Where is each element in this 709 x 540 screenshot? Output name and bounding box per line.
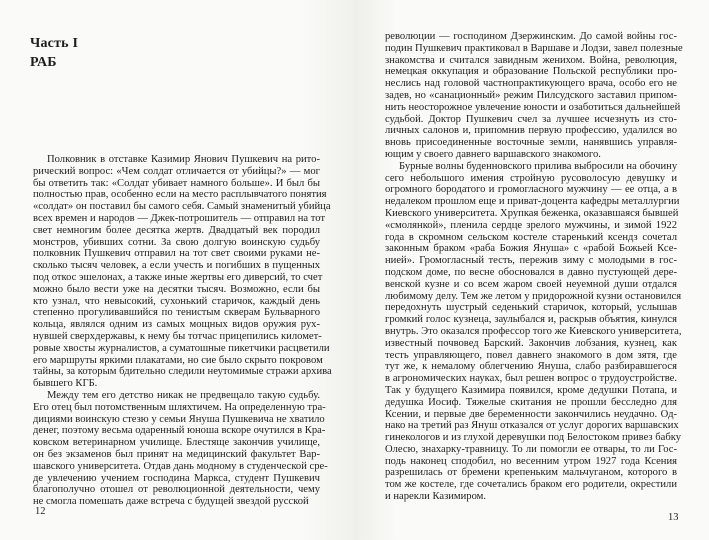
text-line: громкий голос кузнеца, заулыбался и, раскрыв объятия, кинулся [385, 314, 677, 326]
text-line: личных салонов и, припомнив первую профессию, удалился во [385, 125, 677, 137]
page-number-right: 13 [668, 512, 679, 523]
text-line: известный почвовед Барский. Закончив лобзания, кузнец, как [385, 337, 677, 349]
text-line: полностью прав, особенно если на место расплывчатого понятия [33, 189, 327, 201]
text-line: Ксении, и первые две беременности закончились неудачно. Од- [385, 408, 677, 420]
text-line: благополучно отошел от революционной деятельности, чему [33, 484, 320, 496]
text-line: передохнуть шустрый седенький старичок, который, услышав [385, 302, 677, 314]
text-line: степенно прогуливавшийся по тенистым скверам Бульварного [33, 307, 320, 319]
text-line: тайны, за которым бдительно следили неутомимые стражи архива [33, 366, 332, 378]
text-line: дедушка Иосиф. Тяжелые скитания не прошли бесследно для [385, 396, 677, 408]
text-line: в агрономических науках, был решен вопрос о трудоустройстве. [385, 373, 677, 385]
text-line: рический вопрос: «Чем солдат отличается от убийцы?» — мог [33, 165, 320, 177]
text-line: под откос эшелонах, а также иные жертвы его диверсий, то счет [33, 271, 323, 283]
text-line: Его отец был потомственным шляхтичем. На определенную тра- [33, 401, 326, 413]
right-page [354, 0, 709, 540]
text-line: нить неосторожное увлечение юности и озаботиться дальнейшей [385, 101, 681, 113]
text-line: де увлечению учением господина Маркса, студент Пушкевич [33, 472, 320, 484]
text-line: монстров, убивших сотни. За свою долгую воинскую судьбу [33, 236, 320, 248]
text-line: Бурные волны буденновского прилива выбросили на обочину [399, 160, 678, 172]
text-line: кто узнал, что невысокий, сухонький старичок, каждый день [33, 295, 320, 307]
left-page-body [33, 154, 332, 508]
text-line: Киевского университета. Хрупкая беженка, оказавшаяся бывшей [385, 207, 679, 219]
text-line: не смогла помешать даже встреча с будущей звездой русской [33, 496, 309, 508]
text-line: нувшей сверхдержавы, к нему бы тотчас прицепились километ- [33, 330, 322, 342]
text-line: шавского университета. Отдав дань модному в студенческой сре- [33, 460, 328, 472]
part-title: Часть I [30, 36, 79, 51]
text-line: сколько тысяч человек, а если учесть и погибших в пущенных [33, 260, 320, 272]
text-line: полковник Пушкевич отправил на тот свет своими руками не- [33, 248, 320, 260]
text-line: ровые хвосты журналистов, а суматошные пикетчики расцветили [33, 342, 330, 354]
text-line: ковском ветеринарном училище. Блестяще закончив училище, [33, 437, 320, 449]
text-line: знакомства и считался завидным женихом. Война, революция, [385, 54, 677, 66]
text-line: можно было вести уже на десятки тысяч. Возможно, если бы [33, 283, 320, 295]
text-line: свет немногим более десятка жертв. Двадцатый век породил [33, 224, 320, 236]
text-line: Так у будущего Казимира появился, кроме дедушки Потапа, и [385, 384, 677, 396]
text-line: нако на третий раз Януш отказался от услуг дорогих варшавских [385, 420, 679, 432]
text-line: он без экзаменов был принят на медицинский факультет Вар- [33, 448, 320, 460]
text-line: внутрь. Это оказался профессор того же Киевского университета, [385, 325, 682, 337]
text-line: гинекологов и из глухой деревушки под Белостоком привез бабку [385, 432, 682, 444]
text-line: денег, поэтому весьма одаренный юноша вскоре очутился в Кра- [33, 425, 326, 437]
text-line: нией». Громогласный тесть, пережив зиму с молодыми в гос- [385, 255, 677, 267]
text-line: Полковник в отставке Казимир Янович Пушкевич на рито- [47, 154, 320, 165]
text-line: недалеком прошлом еще и приват-доцента кафедры металлургии [385, 196, 680, 208]
text-line: всех времен и народов — Джек-потрошитель — отправил на тот [33, 212, 326, 224]
text-line: подь наконец сподобил, но весенним утром 1927 года Ксения [385, 455, 677, 467]
text-line: огромного бородатого и громогласного мужчину — ее отца, а в [385, 184, 677, 196]
left-page [0, 0, 354, 540]
chapter-title: РАБ [30, 55, 57, 70]
text-line: «солдат» он поставил бы самого себя. Самый знаменитый убийца [33, 201, 331, 213]
text-line: судьбой. Доктор Пушкевич счел за лучшее исчезнуть из сто- [385, 113, 677, 125]
text-line: немецкая оккупация и образование Польской республики про- [385, 66, 677, 78]
text-line: Между тем его детство никак не предвещало такую судьбу. [47, 389, 320, 401]
text-line: вновь присоединенные восточные земли, нанявшись управля- [385, 137, 677, 149]
text-line: неслись над головой частнопрактикующего врача, особо его не [385, 78, 677, 90]
text-line: революции — господином Дзержинским. До самой войны гос- [385, 31, 677, 42]
text-line: года в скромном сельском костеле старенький ксендз сочетал [385, 231, 677, 243]
page-number-left: 12 [35, 506, 46, 517]
text-line: его маршруты яркими плакатами, но сие было скрыто покровом [33, 354, 323, 366]
text-line: тут же, к немалому облегчению Януша, слабо разбиравшегося [385, 361, 677, 373]
text-line: и нарекли Казимиром. [385, 491, 487, 503]
text-line: ющим у своего давнего варшавского знакомого. [385, 148, 601, 160]
text-line: кольца, являлся одним из самых мощных видов оружия рух- [33, 319, 320, 331]
text-line: бы ответить так: «Солдат убивает намного больше». И был бы [33, 177, 320, 189]
text-line: венской кузне и со всем жаром своей неуемной души отдался [385, 278, 677, 290]
text-line: подском доме, по весне обосновался в давно пустующей дере- [385, 266, 677, 278]
text-line: подин Пушкевич практиковал в Варшаве и Лодзи, завел полезные [385, 42, 683, 54]
text-line: сего небольшого имения стройную русоволосую девушку и [385, 172, 677, 184]
text-line: любимому делу. Тем же летом у придорожной кузни остановился [385, 290, 682, 302]
text-line: том же костеле, где сочетались браком его родители, окрестили [385, 479, 677, 491]
text-line: бывшего КГБ. [33, 378, 98, 390]
text-line: дициями воинскую стезю у семьи Януша Пушкевича не хватило [33, 413, 325, 425]
text-line: тесть управляющего, повел давнего знакомого в дом зятя, где [385, 349, 677, 361]
text-line: законным браком «раба Божия Януша» с «рабой Божьей Ксе- [385, 243, 677, 255]
text-line: Олесю, знахарку-травницу. То ли помогли ее отвары, то ли Гос- [385, 443, 677, 455]
text-line: разрешилась от бремени крепеньким мальчуганом, которого в [385, 467, 677, 479]
text-line: «смолянкой», пленила сердце зрелого мужчины, и зимой 1922 [385, 219, 677, 231]
text-line: задев, но «санационный» режим Пилсудского заставил припом- [385, 89, 677, 101]
right-page-body [385, 31, 683, 503]
